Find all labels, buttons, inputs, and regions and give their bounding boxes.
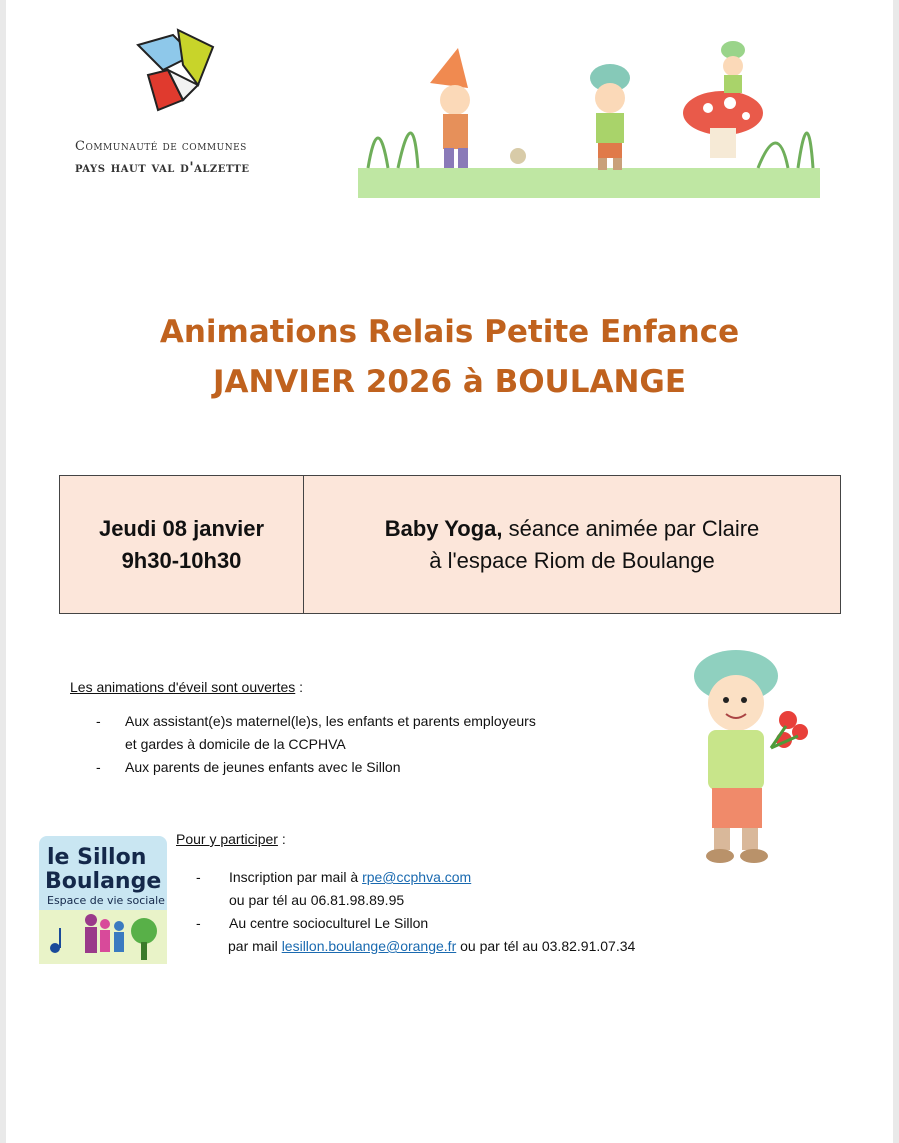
participation-heading-text: Pour y participer <box>176 831 278 847</box>
list-item-text: et gardes à domicile de la CCPHVA <box>125 736 346 752</box>
bullet-dash: - <box>196 915 201 931</box>
list-item <box>96 710 656 733</box>
elves-banner-illustration <box>358 28 820 206</box>
list-item <box>196 866 635 889</box>
organization-line1: Communauté de communes <box>75 139 247 154</box>
event-description-cell <box>304 476 840 613</box>
openness-heading <box>70 679 303 695</box>
center-phone: ou par tél au 03.82.91.07.34 <box>456 938 636 954</box>
participation-details <box>196 866 635 958</box>
organization-line2: pays haut val d'alzette <box>75 160 250 176</box>
bullet-dash: - <box>96 713 101 729</box>
openness-heading-text: Les animations d'éveil sont ouvertes <box>70 679 296 695</box>
participation-heading <box>176 831 286 847</box>
event-datetime-cell <box>60 476 304 613</box>
signup-prefix: Inscription par mail à <box>229 869 363 885</box>
title-line2: JANVIER 2026 à BOULANGE <box>212 364 687 400</box>
participation-heading-suffix: : <box>277 831 286 847</box>
list-item <box>96 756 656 779</box>
sillon-email-link[interactable]: lesillon.boulange@orange.fr <box>281 938 457 954</box>
event-activity-detail: séance animée par Claire <box>502 515 760 541</box>
event-activity <box>385 513 760 545</box>
event-time: 9h30-10h30 <box>121 547 242 573</box>
sillon-logo-line1: le Sillon <box>47 845 147 870</box>
organization-name <box>75 139 250 176</box>
bullet-dash: - <box>196 869 201 885</box>
list-item-text: Aux parents de jeunes enfants avec le Sillon <box>125 759 401 775</box>
center-name: Au centre socioculturel Le Sillon <box>229 915 429 931</box>
openness-list <box>96 710 656 779</box>
sillon-logo-line2: Boulange <box>45 869 162 894</box>
list-item <box>196 912 635 935</box>
signup-phone: ou par tél au 06.81.98.89.95 <box>229 892 405 908</box>
elf-with-flowers-illustration <box>676 648 816 873</box>
event-activity-name: Baby Yoga, <box>384 515 503 541</box>
le-sillon-logo <box>39 836 167 964</box>
bullet-dash: - <box>96 759 101 775</box>
event-date: Jeudi 08 janvier <box>98 515 265 541</box>
center-mail-prefix: par mail <box>228 938 282 954</box>
ccphva-logo <box>133 25 223 120</box>
title-line1: Animations Relais Petite Enfance <box>159 314 740 350</box>
event-location: à l'espace Riom de Boulange <box>429 547 715 573</box>
list-item-text: Aux assistant(e)s maternel(le)s, les enfants et parents employeurs <box>125 713 536 729</box>
rpe-email-link[interactable]: rpe@ccphva.com <box>362 869 472 885</box>
openness-heading-suffix: : <box>295 679 304 695</box>
list-item-continuation <box>96 733 656 756</box>
center-contact <box>196 935 635 958</box>
event-table <box>59 475 841 614</box>
sillon-logo-tagline: Espace de vie sociale <box>47 894 165 907</box>
